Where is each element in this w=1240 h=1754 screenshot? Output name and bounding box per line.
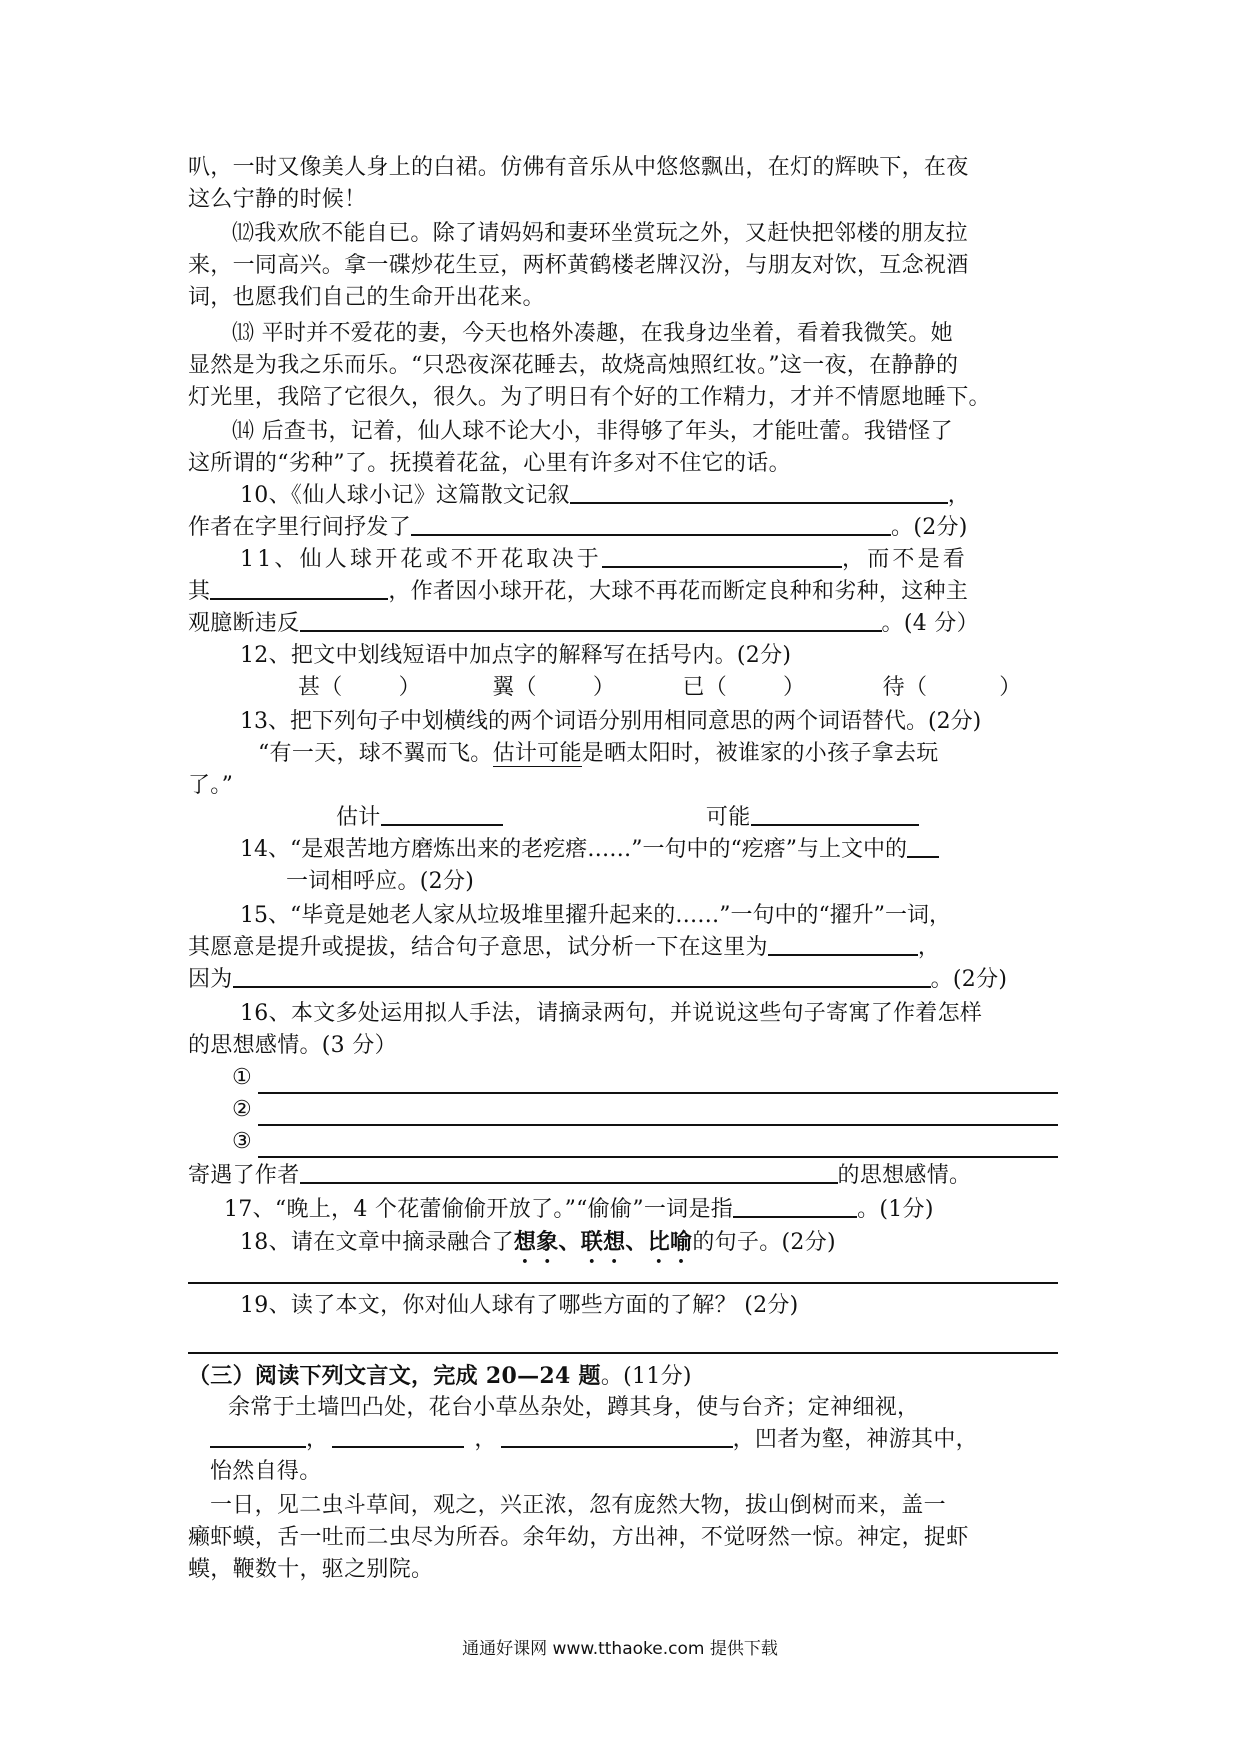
- question-16-line-last: 寄遇了作者 的思想感情。: [188, 1160, 1058, 1192]
- question-11: 11、仙人球开花或不开花取决于 ，而不是看: [188, 544, 1110, 576]
- question-13-quote: “有一天，球不翼而飞。估计可能是晒太阳时，被谁家的小孩子拿去玩: [258, 741, 939, 766]
- question-14-line2: 一词相呼应。(2分): [286, 869, 475, 894]
- question-15-line2: 其愿意是提升或提拔，结合句子意思，试分析一下在这里为 ，: [188, 932, 1058, 964]
- question-15-line3: 因为 。(2分): [188, 964, 1058, 996]
- paragraph-14: ⒁ 后查书，记着，仙人球不论大小，非得够了年头，才能吐蕾。我错怪了: [232, 419, 953, 444]
- question-19: 19、读了本文，你对仙人球有了哪些方面的了解？ (2分): [240, 1293, 799, 1318]
- answer-blank[interactable]: [300, 608, 882, 632]
- passage-line: 词，也愿我们自己的生命开出花来。: [188, 285, 545, 310]
- answer-line[interactable]: [188, 1352, 1058, 1354]
- passage-line: 叭，一时又像美人身上的白裙。仿佛有音乐从中悠悠飘出，在灯的辉映下，在夜: [188, 155, 969, 180]
- answer-blank[interactable]: [411, 512, 891, 536]
- question-12: 12、把文中划线短语中加点字的解释写在括号内。(2分): [240, 643, 792, 668]
- classical-text-line: 蟆，鞭数十，驱之别院。: [188, 1557, 434, 1582]
- answer-line[interactable]: [188, 1282, 1058, 1284]
- question-16-line2: 的思想感情。(3 分）: [188, 1033, 397, 1058]
- answer-blank[interactable]: [570, 480, 948, 504]
- question-13: 13、把下列句子中划横线的两个词语分别用相同意思的两个词语替代。(2分): [240, 709, 982, 734]
- question-13-answers: 估计 可能: [188, 802, 1058, 834]
- passage-line: 显然是为我之乐而乐。“只恐夜深花睡去，故烧高烛照红妆。”这一夜，在静静的: [188, 353, 959, 378]
- answer-blank[interactable]: [210, 576, 388, 600]
- question-18: 18、请在文章中摘录融合了想象、联想、比喻的句子。(2分): [240, 1229, 836, 1255]
- classical-text-line: ， ， ，凹者为壑，神游其中，: [188, 1424, 1080, 1456]
- paragraph-12: ⑿我欢欣不能自已。除了请妈妈和妻环坐赏玩之外，又赶快把邻楼的朋友拉: [232, 221, 968, 246]
- answer-blank[interactable]: [751, 802, 919, 826]
- answer-blank[interactable]: [501, 1424, 733, 1448]
- question-10-line2: 作者在字里行间抒发了 。(2分): [188, 512, 1058, 544]
- answer-blank[interactable]: [381, 802, 503, 826]
- answer-blank[interactable]: [907, 834, 939, 858]
- question-16: 16、本文多处运用拟人手法，请摘录两句，并说说这些句子寄寓了作着怎样: [240, 1001, 983, 1026]
- question-15: 15、“毕竟是她老人家从垃圾堆里擢升起来的……”一句中的“擢升”一词，: [240, 903, 951, 928]
- question-10: 10、《仙人球小记》这篇散文记叙 ，: [188, 480, 1110, 512]
- section-3-heading: （三）阅读下列文言文，完成 20—24 题。(11分): [188, 1363, 692, 1389]
- answer-blank[interactable]: [602, 544, 842, 568]
- page-footer: 通通好课网 www.tthaoke.com 提供下载: [462, 1639, 778, 1659]
- question-16-answer-1: ①: [232, 1065, 253, 1090]
- answer-blank[interactable]: [233, 964, 931, 988]
- answer-blank[interactable]: [733, 1194, 857, 1218]
- answer-blank[interactable]: [210, 1424, 306, 1448]
- classical-text-line: 余常于土墙凹凸处，花台小草丛杂处，蹲其身，使与台齐；定神细视，: [228, 1395, 920, 1420]
- question-11-line2: 其 ，作者因小球开花，大球不再花而断定良种和劣种，这种主: [188, 576, 1058, 608]
- question-17: 17、“晚上，4 个花蕾偷偷开放了。”“偷偷”一词是指 。(1分): [188, 1194, 1094, 1226]
- answer-line[interactable]: [258, 1156, 1058, 1158]
- question-12-brackets: 甚（ ） 翼（ ） 已（ ） 待（ ）: [298, 675, 1022, 700]
- question-11-line3: 观臆断违反 。(4 分）: [188, 608, 1058, 640]
- passage-line: 来，一同高兴。拿一碟炒花生豆，两杯黄鹤楼老牌汉汾，与朋友对饮，互念祝酒: [188, 253, 969, 278]
- question-16-answer-2: ②: [232, 1097, 253, 1122]
- passage-line: 这么宁静的时候！: [188, 187, 367, 212]
- paragraph-13: ⒀ 平时并不爱花的妻，今天也格外凑趣，在我身边坐着，看着我微笑。她: [232, 321, 953, 346]
- question-14: 14、“是艰苦地方磨炼出来的老疙瘩……”一句中的“疙瘩”与上文中的: [188, 834, 1110, 866]
- question-16-answer-3: ③: [232, 1129, 253, 1154]
- question-13-quote-end: 了。”: [188, 773, 234, 798]
- answer-blank[interactable]: [300, 1160, 838, 1184]
- answer-blank[interactable]: [332, 1424, 464, 1448]
- classical-text-line: 怡然自得。: [210, 1459, 322, 1484]
- answer-blank[interactable]: [768, 932, 918, 956]
- classical-text-line: 癞虾蟆，舌一吐而二虫尽为所吞。余年幼，方出神，不觉呀然一惊。神定，捉虾: [188, 1525, 969, 1550]
- passage-line: 灯光里，我陪了它很久，很久。为了明日有个好的工作精力，才并不情愿地睡下。: [188, 385, 991, 410]
- classical-text-line: 一日，见二虫斗草间，观之，兴正浓，忽有庞然大物，拔山倒树而来，盖一: [210, 1493, 946, 1518]
- passage-line: 这所谓的“劣种”了。抚摸着花盆，心里有许多对不住它的话。: [188, 451, 791, 476]
